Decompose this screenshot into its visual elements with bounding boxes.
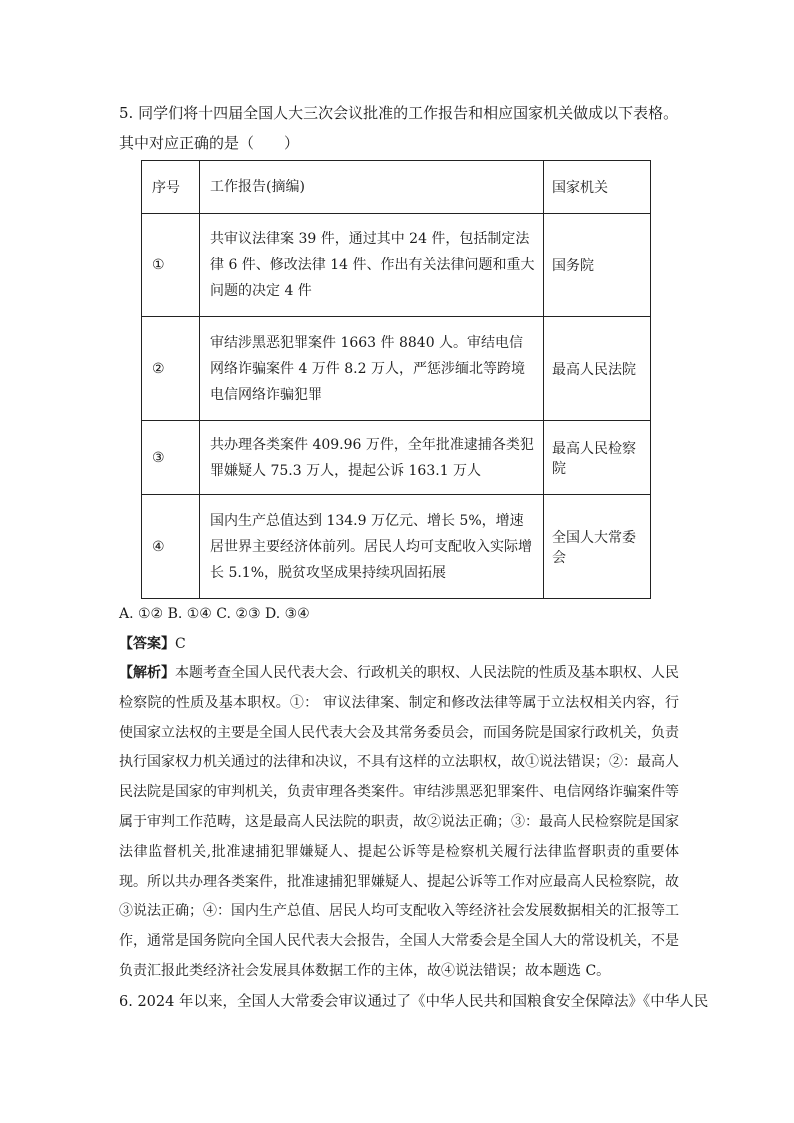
row-organ: 最高人民检察院 — [544, 421, 651, 495]
table-row — [142, 495, 651, 599]
answer-value: C — [175, 636, 186, 652]
table-row — [142, 214, 651, 317]
row-number: ① — [142, 214, 200, 317]
analysis-text: 本题考查全国人民代表大会、行政机关的职权、人民法院的性质及基本职权、人民检察院的性质及基本职权。①： 审议法律案、制定和修改法律等属于立法权相关内容，行使国家立法权的主要是全国人民代表大会及其常务委员会，而国务院是国家行政机关，负责执行国家权力机关通过的法律和决议，不具有这样的立法职权，故①说法错误；②：最高人民法院是国家的审判机关，负责审理各类案件。审结涉黑恶犯罪案件、电信网络诈骗案件等属于审判工作范畴，这是最高人民法院的职责，故②说法正确；③：最高人民检察院是国家法律监督机关,批准逮捕犯罪嫌疑人、提起公诉等是检察机关履行法律监督职责的重要体现。所以共办理各类案件，批准逮捕犯罪嫌疑人、提起公诉等工作对应最高人民检察院，故③说法正确；④：国内生产总值、居民人均可支配收入等经济社会发展数据相关的汇报等工作，通常是国务院向全国人民代表大会报告，全国人大常委会是全国人大的常设机关，不是负责汇报此类经济社会发展具体数据工作的主体，故④说法错误；故本题选 C。 — [119, 665, 679, 979]
analysis-paragraph — [119, 659, 679, 987]
table-row — [142, 317, 651, 421]
document-page — [119, 98, 709, 1017]
row-organ: 最高人民法院 — [544, 317, 651, 421]
row-report: 审结涉黑恶犯罪案件 1663 件 8840 人。审结电信网络诈骗案件 4 万件 8.2 万人，严惩涉缅北等跨境电信网络诈骗犯罪 — [200, 317, 544, 421]
question-5-stem: 5. 同学们将十四届全国人大三次会议批准的工作报告和相应国家机关做成以下表格。其中对应正确的是（ ） — [119, 104, 679, 152]
header-organ: 国家机关 — [544, 161, 651, 214]
question-6-stem: 6. 2024 年以来，全国人大常委会审议通过了《中华人民共和国粮食安全保障法》《中华人民 — [119, 993, 709, 1010]
answer-options: A. ①② B. ①④ C. ②③ D. ③④ — [119, 606, 310, 622]
row-number: ③ — [142, 421, 200, 495]
report-table — [141, 160, 651, 599]
row-organ: 国务院 — [544, 214, 651, 317]
analysis-label: 【解析】 — [119, 665, 175, 681]
header-number: 序号 — [142, 161, 200, 214]
row-number: ④ — [142, 495, 200, 599]
table-header-row — [142, 161, 651, 214]
row-report: 共审议法律案 39 件，通过其中 24 件，包括制定法律 6 件、修改法律 14 件、作出有关法律问题和重大问题的决定 4 件 — [200, 214, 544, 317]
table-row — [142, 421, 651, 495]
answer-label: 【答案】 — [119, 636, 175, 652]
header-report: 工作报告(摘编) — [200, 161, 544, 214]
row-report: 国内生产总值达到 134.9 万亿元、增长 5%，增速居世界主要经济体前列。居民人均可支配收入实际增长 5.1%，脱贫攻坚成果持续巩固拓展 — [200, 495, 544, 599]
row-report: 共办理各类案件 409.96 万件，全年批准逮捕各类犯罪嫌疑人 75.3 万人，提起公诉 163.1 万人 — [200, 421, 544, 495]
answer-line — [119, 629, 679, 659]
row-organ: 全国人大常委会 — [544, 495, 651, 599]
row-number: ② — [142, 317, 200, 421]
